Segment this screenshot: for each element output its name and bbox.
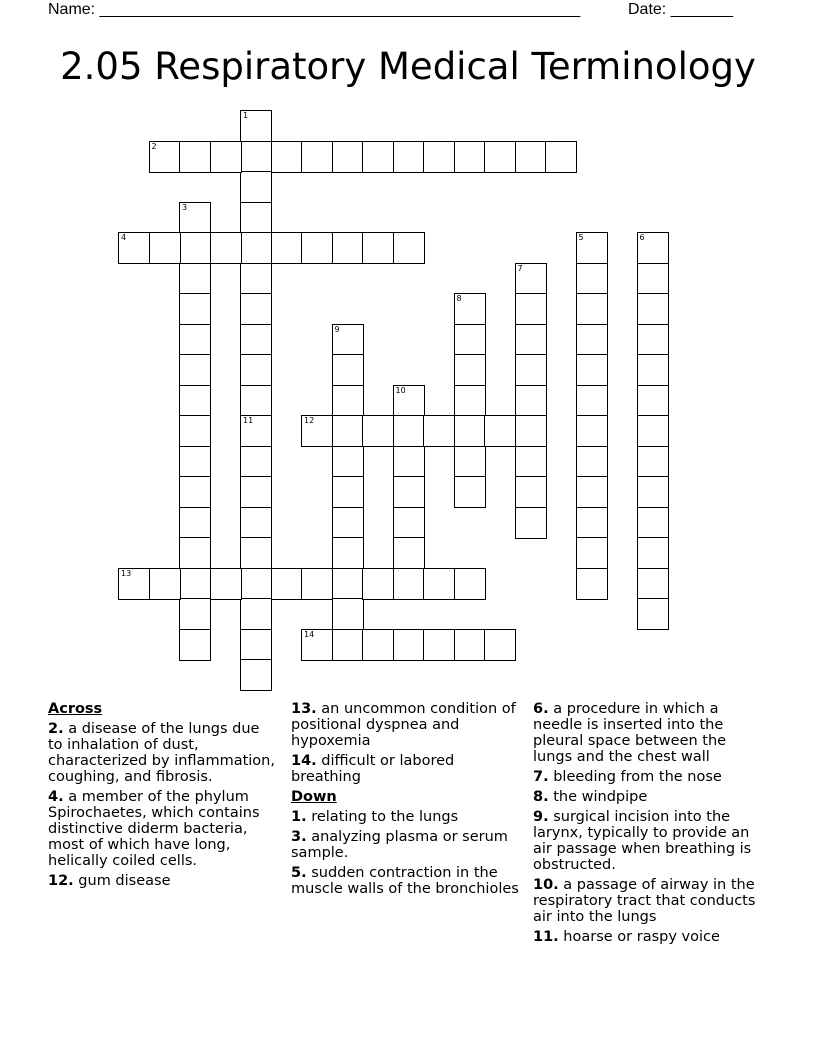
clue-number-label: 10 <box>395 385 406 395</box>
crossword-cell[interactable] <box>301 141 333 173</box>
clue-down-5 <box>291 865 519 897</box>
crossword-cell[interactable] <box>271 141 303 173</box>
crossword-cell[interactable] <box>240 446 272 478</box>
crossword-cell[interactable] <box>332 537 364 569</box>
clue-text: an uncommon condition of positional dyspnea and hypoxemia <box>291 701 516 749</box>
crossword-cell[interactable] <box>301 415 333 447</box>
crossword-cell[interactable] <box>393 568 425 600</box>
name-field-label: Name: ______________________________________________________ <box>48 1 581 18</box>
crossword-cell[interactable] <box>515 446 547 478</box>
crossword-cell[interactable] <box>179 446 211 478</box>
clue-text: a passage of airway in the respiratory tract that conducts air into the lungs <box>533 877 756 925</box>
crossword-cell[interactable] <box>515 141 547 173</box>
crossword-cell[interactable] <box>576 446 608 478</box>
crossword-cell[interactable] <box>240 141 272 173</box>
crossword-cell[interactable] <box>637 568 669 600</box>
crossword-cell[interactable] <box>362 141 394 173</box>
crossword-cell[interactable] <box>240 507 272 539</box>
clue-number-label: 5 <box>578 233 584 242</box>
crossword-cell[interactable] <box>362 232 394 264</box>
clue-number-label: 2 <box>151 141 157 151</box>
crossword-cell[interactable] <box>301 232 333 264</box>
crossword-cell[interactable] <box>515 415 547 447</box>
clue-down-6 <box>533 701 761 765</box>
clue-number-label: 6 <box>639 233 645 242</box>
crossword-cell[interactable] <box>637 446 669 478</box>
crossword-cell[interactable] <box>179 293 211 325</box>
crossword-cell[interactable] <box>240 171 272 203</box>
crossword-cell[interactable] <box>637 385 669 417</box>
crossword-cell[interactable] <box>240 568 272 600</box>
crossword-cell[interactable] <box>149 232 181 264</box>
crossword-cell[interactable] <box>332 385 364 417</box>
crossword-cell[interactable] <box>637 324 669 356</box>
crossword-cell[interactable] <box>240 415 272 447</box>
crossword-cell[interactable] <box>545 141 577 173</box>
crossword-cell[interactable] <box>240 659 272 691</box>
crossword-cell[interactable] <box>576 232 608 264</box>
clue-number-label: 3 <box>182 202 188 212</box>
clue-text: analyzing plasma or serum sample. <box>291 829 508 861</box>
clue-down-3 <box>291 829 519 861</box>
crossword-cell[interactable] <box>637 507 669 539</box>
across-heading: Across <box>48 701 103 717</box>
clue-number-label: 8 <box>456 294 462 303</box>
crossword-cell[interactable] <box>179 354 211 386</box>
crossword-cell[interactable] <box>179 324 211 356</box>
crossword-cell[interactable] <box>179 232 211 264</box>
clue-number: 9. <box>533 809 549 825</box>
clue-down-9 <box>533 809 761 873</box>
crossword-cell[interactable] <box>179 598 211 630</box>
crossword-cell[interactable] <box>240 232 272 264</box>
down-heading: Down <box>291 789 337 805</box>
clue-number: 7. <box>533 769 549 785</box>
crossword-cell[interactable] <box>179 568 211 600</box>
crossword-cell[interactable] <box>515 507 547 539</box>
clue-text: a member of the phylum Spirochaetes, which contains distinctive diderm bacteria, most of which have long, helically coiled cells. <box>48 789 260 869</box>
crossword-cell[interactable] <box>301 629 333 661</box>
crossword-cell[interactable] <box>118 232 150 264</box>
crossword-cell[interactable] <box>179 629 211 661</box>
crossword-cell[interactable] <box>454 568 486 600</box>
crossword-cell[interactable] <box>240 385 272 417</box>
crossword-cell[interactable] <box>240 324 272 356</box>
crossword-cell[interactable] <box>484 141 516 173</box>
crossword-cell[interactable] <box>454 476 486 508</box>
crossword-cell[interactable] <box>179 141 211 173</box>
crossword-cell[interactable] <box>484 415 516 447</box>
crossword-cell[interactable] <box>393 629 425 661</box>
clue-number: 13. <box>291 701 317 717</box>
crossword-cell[interactable] <box>271 568 303 600</box>
clue-number: 12. <box>48 873 74 889</box>
clues-column-2 <box>291 701 519 901</box>
clue-number: 14. <box>291 753 317 769</box>
crossword-cell[interactable] <box>515 263 547 295</box>
crossword-cell[interactable] <box>240 293 272 325</box>
crossword-cell[interactable] <box>454 324 486 356</box>
clue-text: hoarse or raspy voice <box>563 929 720 945</box>
crossword-cell[interactable] <box>210 232 242 264</box>
crossword-cell[interactable] <box>515 324 547 356</box>
crossword-cell[interactable] <box>332 629 364 661</box>
crossword-cell[interactable] <box>576 324 608 356</box>
crossword-cell[interactable] <box>362 629 394 661</box>
crossword-cell[interactable] <box>179 476 211 508</box>
crossword-cell[interactable] <box>179 263 211 295</box>
clue-number-label: 9 <box>334 324 340 334</box>
clue-down-11 <box>533 929 761 945</box>
crossword-cell[interactable] <box>332 507 364 539</box>
crossword-cell[interactable] <box>484 629 516 661</box>
crossword-cell[interactable] <box>149 568 181 600</box>
crossword-cell[interactable] <box>393 415 425 447</box>
clue-across-14 <box>291 753 519 785</box>
clue-down-7 <box>533 769 761 785</box>
clue-across-12 <box>48 873 276 889</box>
clue-down-8 <box>533 789 761 805</box>
clues-column-1 <box>48 701 276 893</box>
clue-number-label: 14 <box>304 629 315 639</box>
clue-number: 2. <box>48 721 64 737</box>
clue-across-4 <box>48 789 276 869</box>
crossword-cell[interactable] <box>454 293 486 325</box>
clue-number: 10. <box>533 877 559 893</box>
crossword-cell[interactable] <box>637 476 669 508</box>
crossword-cell[interactable] <box>515 354 547 386</box>
crossword-cell[interactable] <box>240 537 272 569</box>
clue-text: a procedure in which a needle is inserted into the pleural space between the lungs and the chest wall <box>533 701 727 765</box>
crossword-cell[interactable] <box>332 232 364 264</box>
crossword-cell[interactable] <box>210 141 242 173</box>
crossword-cell[interactable] <box>515 385 547 417</box>
crossword-cell[interactable] <box>576 293 608 325</box>
crossword-cell[interactable] <box>576 385 608 417</box>
crossword-cell[interactable] <box>454 354 486 386</box>
crossword-cell[interactable] <box>332 324 364 356</box>
crossword-cell[interactable] <box>149 141 181 173</box>
clue-down-10 <box>533 877 761 925</box>
crossword-cell[interactable] <box>240 629 272 661</box>
clue-text: surgical incision into the larynx, typically to provide an air passage when breathing is obstructed. <box>533 809 752 873</box>
clue-text: difficult or labored breathing <box>291 753 455 785</box>
crossword-cell[interactable] <box>515 476 547 508</box>
crossword-cell[interactable] <box>118 568 150 600</box>
clue-down-1 <box>291 809 519 825</box>
crossword-cell[interactable] <box>301 568 333 600</box>
crossword-cell[interactable] <box>210 568 242 600</box>
crossword-cell[interactable] <box>637 293 669 325</box>
date-field-label: Date: _______ <box>628 1 733 18</box>
crossword-cell[interactable] <box>240 354 272 386</box>
crossword-cell[interactable] <box>393 385 425 417</box>
crossword-cell[interactable] <box>637 232 669 264</box>
crossword-cell[interactable] <box>271 232 303 264</box>
clue-number-label: 12 <box>304 416 315 425</box>
crossword-cell[interactable] <box>240 598 272 630</box>
clue-number: 5. <box>291 865 307 881</box>
crossword-cell[interactable] <box>332 141 364 173</box>
crossword-cell[interactable] <box>423 415 455 447</box>
clue-number-label: 11 <box>243 416 254 425</box>
crossword-cell[interactable] <box>393 507 425 539</box>
clue-number: 1. <box>291 809 307 825</box>
crossword-cell[interactable] <box>240 110 272 142</box>
clue-across-13 <box>291 701 519 749</box>
clue-text: the windpipe <box>553 789 648 805</box>
crossword-cell[interactable] <box>332 446 364 478</box>
clue-text: relating to the lungs <box>311 809 459 825</box>
clue-number: 11. <box>533 929 559 945</box>
crossword-cell[interactable] <box>576 354 608 386</box>
clue-text: bleeding from the nose <box>553 769 722 785</box>
clue-number: 3. <box>291 829 307 845</box>
crossword-cell[interactable] <box>637 263 669 295</box>
crossword-cell[interactable] <box>179 415 211 447</box>
crossword-cell[interactable] <box>454 141 486 173</box>
crossword-cell[interactable] <box>393 476 425 508</box>
crossword-cell[interactable] <box>423 141 455 173</box>
crossword-cell[interactable] <box>179 507 211 539</box>
crossword-cell[interactable] <box>454 629 486 661</box>
crossword-cell[interactable] <box>240 202 272 234</box>
crossword-cell[interactable] <box>515 293 547 325</box>
clue-number: 6. <box>533 701 549 717</box>
crossword-cell[interactable] <box>362 415 394 447</box>
crossword-cell[interactable] <box>179 385 211 417</box>
crossword-cell[interactable] <box>576 415 608 447</box>
crossword-cell[interactable] <box>393 141 425 173</box>
clue-number-label: 13 <box>121 568 132 578</box>
crossword-cell[interactable] <box>576 263 608 295</box>
crossword-cell[interactable] <box>423 629 455 661</box>
crossword-cell[interactable] <box>637 537 669 569</box>
crossword-cell[interactable] <box>576 537 608 569</box>
page-title: 2.05 Respiratory Medical Terminology <box>60 45 756 88</box>
clue-number: 4. <box>48 789 64 805</box>
clue-text: a disease of the lungs due to inhalation of dust, characterized by inflammation, coughing, and fibrosis. <box>48 721 275 785</box>
clue-number-label: 1 <box>243 111 249 120</box>
crossword-cell[interactable] <box>332 598 364 630</box>
crossword-cell[interactable] <box>362 568 394 600</box>
clue-text: sudden contraction in the muscle walls of the bronchioles <box>291 865 519 897</box>
crossword-cell[interactable] <box>332 568 364 600</box>
clue-text: gum disease <box>78 873 171 889</box>
crossword-cell[interactable] <box>240 476 272 508</box>
crossword-cell[interactable] <box>576 476 608 508</box>
crossword-cell[interactable] <box>576 507 608 539</box>
crossword-cell[interactable] <box>454 385 486 417</box>
crossword-cell[interactable] <box>393 232 425 264</box>
crossword-cell[interactable] <box>332 354 364 386</box>
crossword-cell[interactable] <box>179 537 211 569</box>
crossword-cell[interactable] <box>576 568 608 600</box>
crossword-cell[interactable] <box>393 446 425 478</box>
clue-number-label: 4 <box>121 233 127 242</box>
crossword-cell[interactable] <box>332 476 364 508</box>
crossword-cell[interactable] <box>423 568 455 600</box>
crossword-cell[interactable] <box>332 415 364 447</box>
crossword-cell[interactable] <box>637 415 669 447</box>
clue-number-label: 7 <box>517 263 523 273</box>
crossword-cell[interactable] <box>454 446 486 478</box>
crossword-cell[interactable] <box>240 263 272 295</box>
crossword-cell[interactable] <box>454 415 486 447</box>
clues-column-3 <box>533 701 761 949</box>
crossword-cell[interactable] <box>637 598 669 630</box>
crossword-cell[interactable] <box>393 537 425 569</box>
crossword-cell[interactable] <box>179 202 211 234</box>
clue-across-2 <box>48 721 276 785</box>
clue-number: 8. <box>533 789 549 805</box>
crossword-cell[interactable] <box>637 354 669 386</box>
